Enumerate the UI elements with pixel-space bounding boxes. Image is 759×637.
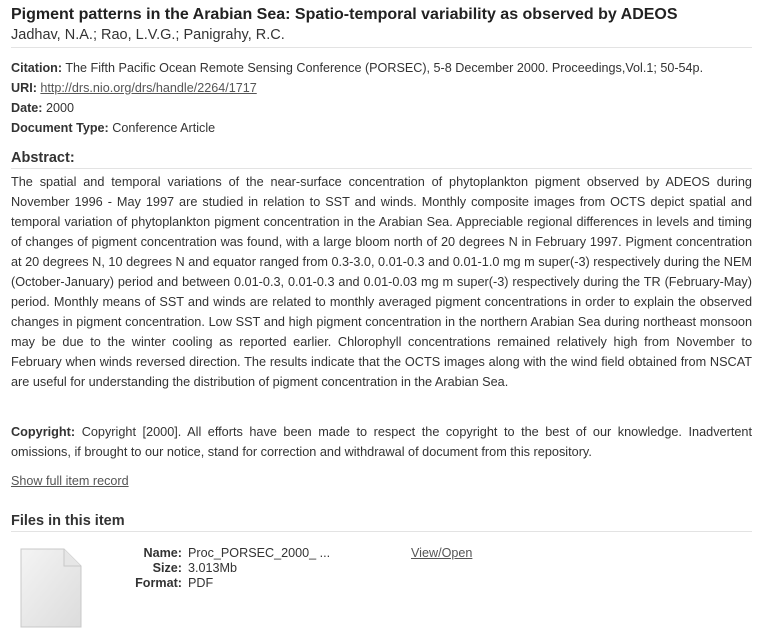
item-title: Pigment patterns in the Arabian Sea: Spatio-temporal variability as observed by ADEOS <box>11 6 678 23</box>
abstract-text: The spatial and temporal variations of the near-surface concentration of phytoplankton pigment observed by ADEOS during November 1996 - May 1997 are studied in relation to SST and winds. Monthly composite images from OCTS depict spatial and temporal variation of phytoplankton pigment concentration in the Arabian Sea. Appreciable regional differences in levels and timing of changes of pigment concentration was found, with a large bloom north of 20 degrees N in February 1997. Pigment concentration at 20 degrees N, 10 degrees N and equator ranged from 0.3-3.0, 0.01-0.3 and 0.01-1.0 mg m super(-3) respectively during the NEM (October-January) period and between 0.01-0.3, 0.01-0.3 and 0.01-0.03 mg m super(-3) respectively during the TR (February-May) period. Monthly means of SST and winds are related to monthly averaged pigment concentrations in order to explain the observed changes in pigment concentration. Low SST and high pigment concentration in the northern Arabian Sea during northeast monsoon may be due to the winter cooling as reported earlier. Chlorophyll concentrations remained relatively high from November to February when winds reversed direction. The results indicate that the OCTS images along with the wind field obtained from NSCAT are useful for understanding the distribution of pigment concentration in the Arabian Sea. <box>11 175 752 389</box>
file-name-value: Proc_PORSEC_2000_ ... <box>188 546 331 560</box>
date-value: 2000 <box>46 101 75 115</box>
title-divider <box>11 47 752 48</box>
show-full-record-link[interactable]: Show full item record <box>11 474 129 488</box>
generic-file-icon[interactable] <box>20 548 82 628</box>
copyright-block <box>11 422 752 462</box>
file-meta-labels <box>120 546 182 591</box>
uri-label: URI: <box>11 81 37 95</box>
abstract-divider <box>11 168 752 169</box>
item-authors: Jadhav, N.A.; Rao, L.V.G.; Panigrahy, R.C. <box>11 27 285 43</box>
file-meta-values <box>188 546 330 591</box>
copyright-text: Copyright [2000]. All efforts have been made to respect the copyright to the best of our knowledge. Inadvertent omissions, if brought to our notice, stand for correction and withdrawal of document from this repository. <box>11 425 752 459</box>
file-format-label: Format: <box>135 576 182 590</box>
doctype-row <box>11 118 752 138</box>
uri-row <box>11 78 752 98</box>
doctype-label: Document Type: <box>11 121 109 135</box>
file-size-value: 3.013Mb <box>188 561 238 575</box>
file-name-label: Name: <box>143 546 182 560</box>
abstract-heading: Abstract: <box>11 150 75 166</box>
view-open-link[interactable]: View/Open <box>411 546 473 560</box>
date-label: Date: <box>11 101 43 115</box>
citation-row <box>11 58 752 78</box>
doctype-value: Conference Article <box>112 121 216 135</box>
citation-value: The Fifth Pacific Ocean Remote Sensing Conference (PORSEC), 5-8 December 2000. Proceedings,Vol.1; 50-54p. <box>65 61 704 75</box>
file-size-label: Size: <box>152 561 182 575</box>
uri-link[interactable]: http://drs.nio.org/drs/handle/2264/1717 <box>40 81 257 95</box>
files-divider <box>11 531 752 532</box>
citation-label: Citation: <box>11 61 63 75</box>
file-format-value: PDF <box>188 576 214 590</box>
date-row <box>11 98 752 118</box>
files-heading: Files in this item <box>11 513 125 529</box>
copyright-label: Copyright: <box>11 425 76 439</box>
